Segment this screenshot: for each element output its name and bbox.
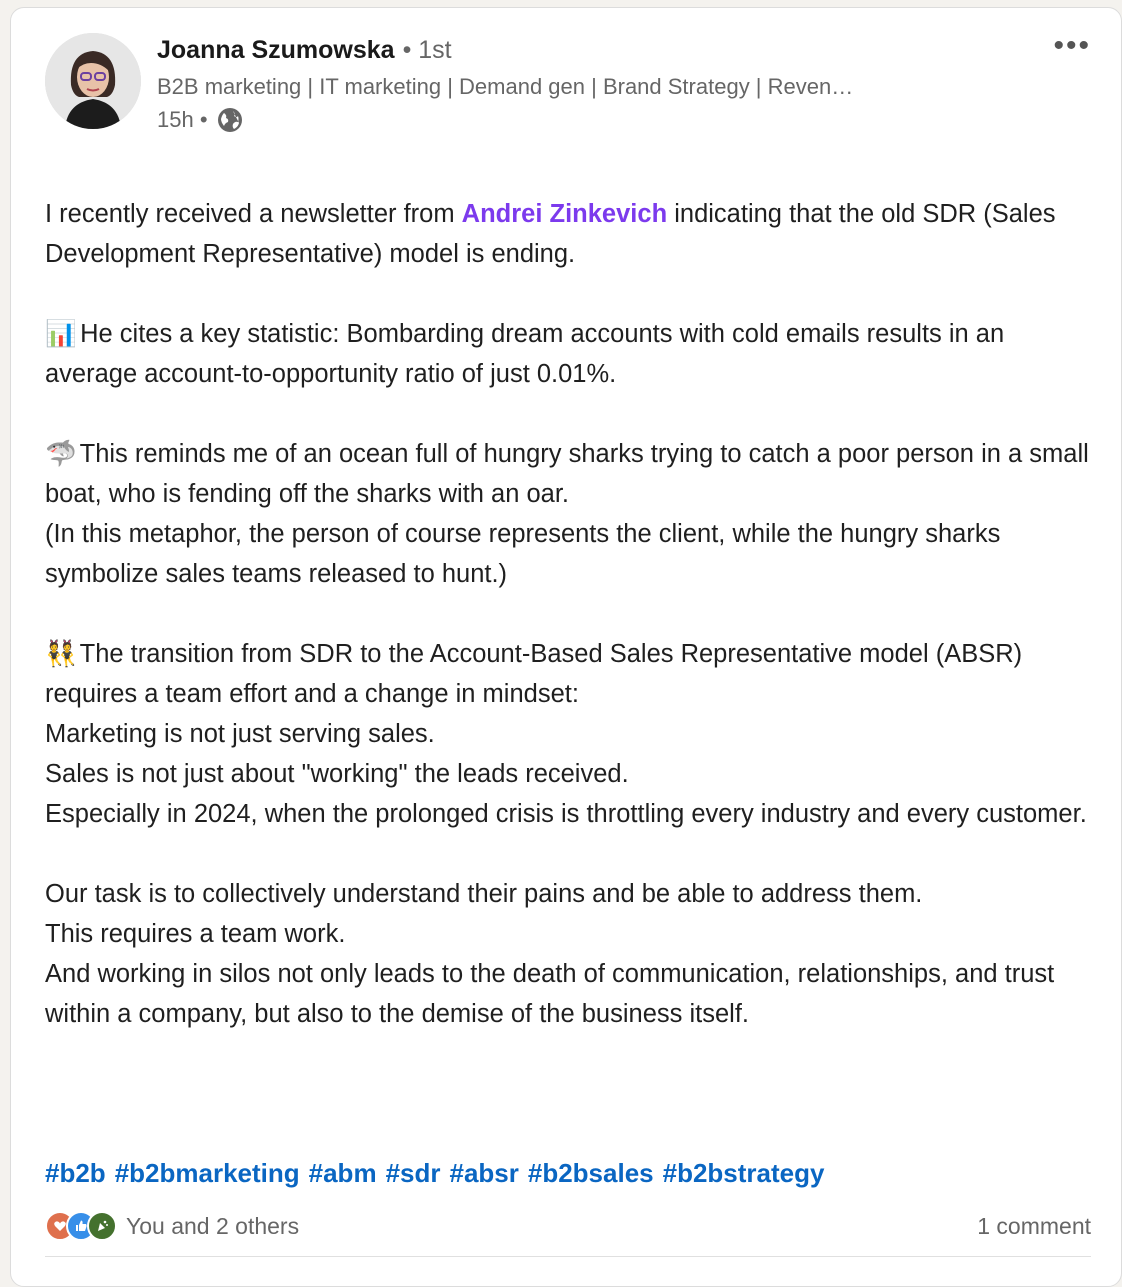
hashtag-link[interactable]: #b2bsales xyxy=(527,1158,654,1188)
author-headline: B2B marketing | IT marketing | Demand gen | Brand Strategy | Reven… xyxy=(157,74,854,99)
post-text: indicating that the old SDR (Sales Development Representative) model is ending. xyxy=(45,200,1056,268)
post-card xyxy=(10,7,1122,1287)
author-avatar[interactable] xyxy=(45,33,141,129)
bar-chart-emoji-icon: 📊 xyxy=(45,320,77,348)
post-paragraph-2 xyxy=(45,314,1095,394)
hashtag-link[interactable]: #absr xyxy=(449,1158,519,1188)
comments-count[interactable]: 1 comment xyxy=(977,1212,1091,1239)
author-name-row xyxy=(157,36,452,65)
hashtag-link[interactable]: #b2bmarketing xyxy=(114,1158,300,1188)
post-text: He cites a key statistic: Bombarding dream accounts with cold emails results in an average account-to-opportunity ratio of just 0.01%. xyxy=(45,320,1005,388)
post-paragraph-1 xyxy=(45,194,1095,274)
shark-emoji-icon: 🦈 xyxy=(45,440,77,468)
post-text: Our task is to collectively understand their pains and be able to address them. xyxy=(45,880,923,908)
hashtag-link[interactable]: #abm xyxy=(308,1158,377,1188)
post-text: Marketing is not just serving sales. xyxy=(45,720,435,748)
divider xyxy=(45,1256,1091,1257)
more-options-icon[interactable]: ••• xyxy=(1053,29,1091,62)
reactions-count[interactable]: You and 2 others xyxy=(126,1212,300,1239)
post-paragraph-3 xyxy=(45,434,1095,594)
post-paragraph-5 xyxy=(45,874,1095,1034)
globe-icon xyxy=(216,106,244,134)
post-time: 15h • xyxy=(157,107,208,132)
hashtag-link[interactable]: #b2b xyxy=(45,1158,106,1188)
post-text: Sales is not just about "working" the leads received. xyxy=(45,760,629,788)
post-text: And working in silos not only leads to the death of communication, relationships, and trust within a company, but also to the demise of the business itself. xyxy=(45,960,1055,1028)
hashtag-list xyxy=(45,1158,824,1189)
connection-degree: • 1st xyxy=(402,36,452,64)
post-body xyxy=(45,194,1095,1074)
hashtag-link[interactable]: #b2bstrategy xyxy=(662,1158,825,1188)
social-counts xyxy=(45,1211,1091,1241)
celebrate-reaction-icon xyxy=(87,1211,117,1241)
post-text: I recently received a newsletter from xyxy=(45,200,462,228)
post-meta xyxy=(157,106,244,134)
hashtag-link[interactable]: #sdr xyxy=(385,1158,441,1188)
people-emoji-icon: 👯 xyxy=(45,640,77,668)
post-text: The transition from SDR to the Account-Based Sales Representative model (ABSR) requires a team effort and a change in mindset: xyxy=(45,640,1023,708)
reactions-summary[interactable] xyxy=(45,1211,299,1241)
post-text: This requires a team work. xyxy=(45,920,346,948)
mention-link[interactable]: Andrei Zinkevich xyxy=(461,200,668,228)
post-paragraph-4 xyxy=(45,634,1095,834)
post-text: Especially in 2024, when the prolonged crisis is throttling every industry and every customer. xyxy=(45,800,1087,828)
post-text: (In this metaphor, the person of course represents the client, while the hungry sharks symbolize sales teams released to hunt.) xyxy=(45,520,1001,588)
author-name[interactable]: Joanna Szumowska xyxy=(157,36,395,64)
post-text: This reminds me of an ocean full of hungry sharks trying to catch a poor person in a small boat, who is fending off the sharks with an oar. xyxy=(45,440,1089,508)
